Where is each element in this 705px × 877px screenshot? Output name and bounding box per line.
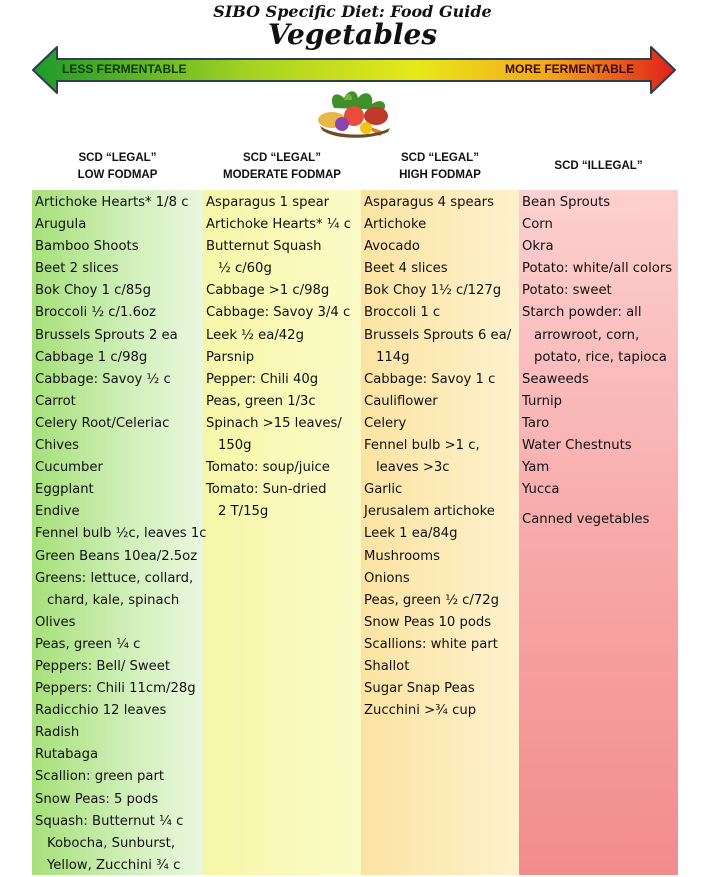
list-item: Tomato: soup/juice [206, 460, 330, 476]
list-item: Scallion: green part [35, 769, 165, 785]
list-item: Scallions: white part [364, 636, 498, 652]
list-item: Cabbage: Savoy 1 c [364, 371, 496, 387]
list-item: Seaweeds [522, 371, 589, 387]
list-item: Tomato: Sun-dried [206, 482, 327, 498]
list-item: Olives [35, 614, 76, 630]
column-heading-line: SCD “LEGAL” [243, 152, 321, 164]
list-item: Parsnip [206, 349, 255, 365]
list-item: Chives [35, 438, 80, 454]
list-item: Jerusalem artichoke [364, 504, 495, 520]
list-item: Radish [35, 725, 80, 741]
list-item: Peas, green 1/3c [206, 393, 316, 409]
list-item: Celery [364, 415, 407, 431]
list-item: Asparagus 4 spears [364, 195, 494, 210]
list-item: Peppers: Chili 11cm/28g [35, 681, 196, 697]
list-item: 150g [218, 438, 252, 454]
list-item: Broccoli 1 c [364, 305, 441, 321]
list-item: Cucumber [35, 460, 103, 476]
list-item: 114g [376, 349, 410, 365]
list-item: Avocado [364, 239, 420, 255]
list-item: Brussels Sprouts 6 ea/ [364, 327, 512, 343]
list-item: potato, rice, tapioca [534, 349, 667, 365]
list-item: Snow Peas 10 pods [364, 614, 492, 630]
list-item: Yucca [522, 482, 560, 498]
moderate-fodmap-list [206, 192, 351, 523]
list-item: Artichoke [364, 217, 427, 233]
column-heading-moderate-fodmap [203, 150, 361, 184]
illegal-list [522, 192, 672, 531]
column-heading-line: HIGH FODMAP [399, 169, 481, 181]
list-item: Cabbage: Savoy ½ c [35, 371, 171, 387]
list-item: Fennel bulb >1 c, [364, 438, 480, 454]
less-fermentable-label: LESS FERMENTABLE [62, 62, 187, 76]
list-item: Brussels Sprouts 2 ea [35, 327, 178, 343]
list-item: Beet 4 slices [364, 261, 448, 277]
column-heading-line: SCD “LEGAL” [78, 152, 157, 164]
list-item: Fennel bulb ½c, leaves 1c [35, 526, 207, 542]
list-item: Butternut Squash [206, 239, 322, 255]
low-fodmap-list [35, 192, 207, 877]
column-heading-line: LOW FODMAP [77, 169, 158, 181]
more-fermentable-label: MORE FERMENTABLE [505, 62, 635, 76]
list-item: Broccoli ½ c/1.6oz [35, 305, 156, 321]
list-item: Canned vegetables [522, 512, 650, 528]
list-item: ½ c/60g [218, 261, 272, 277]
high-fodmap-list [364, 192, 511, 722]
page-title: Vegetables [267, 18, 438, 51]
column-heading-low-fodmap [32, 150, 203, 184]
list-item: Yellow, Zucchini ¾ c [47, 857, 181, 873]
column-heading-line: SCD “LEGAL” [401, 152, 479, 164]
list-item: Bamboo Shoots [35, 239, 139, 255]
list-item: Corn [522, 217, 553, 233]
list-item: arrowroot, corn, [534, 327, 640, 343]
list-item: Eggplant [35, 482, 94, 498]
list-item: Greens: lettuce, collard, [35, 570, 194, 586]
list-item: Cabbage: Savoy 3/4 c [206, 305, 351, 321]
column-heading-line: MODERATE FODMAP [223, 169, 341, 181]
list-item: Peas, green ½ c/72g [364, 592, 500, 608]
list-item: Shallot [364, 658, 410, 674]
list-item: Sugar Snap Peas [364, 681, 475, 697]
list-item: Starch powder: all [522, 305, 642, 321]
list-item: Potato: sweet [522, 283, 612, 299]
list-item: Endive [35, 504, 80, 520]
list-item: Onions [364, 570, 410, 586]
list-item: Pepper: Chili 40g [206, 371, 319, 387]
list-item: Asparagus 1 spear [206, 195, 330, 210]
list-item: Leek 1 ea/84g [364, 526, 458, 542]
column-heading-illegal [519, 158, 678, 175]
list-item: Beet 2 slices [35, 261, 119, 277]
list-item: Cauliflower [364, 393, 438, 409]
page-subtitle: SIBO Specific Diet: Food Guide [213, 2, 492, 21]
list-item: Spinach >15 leaves/ [206, 415, 342, 431]
list-item: Kobocha, Sunburst, [47, 835, 176, 851]
list-item: Bok Choy 1 c/85g [35, 283, 152, 299]
list-item: Water Chestnuts [522, 438, 632, 454]
list-item: Green Beans 10ea/2.5oz [35, 548, 198, 564]
list-item: Mushrooms [364, 548, 440, 564]
column-heading-high-fodmap [361, 150, 519, 184]
list-item: Turnip [522, 393, 562, 409]
list-item: chard, kale, spinach [47, 592, 180, 608]
list-item: Snow Peas: 5 pods [35, 791, 159, 807]
list-item: Zucchini >¾ cup [364, 703, 477, 719]
list-item: Okra [522, 239, 554, 255]
list-item: Squash: Butternut ¼ c [35, 813, 184, 829]
list-item: Celery Root/Celeriac [35, 415, 170, 431]
list-item: leaves >3c [376, 460, 450, 476]
list-item: Cabbage >1 c/98g [206, 283, 330, 299]
list-item: Carrot [35, 393, 76, 409]
list-item: Radicchio 12 leaves [35, 703, 167, 719]
list-item: 2 T/15g [218, 504, 269, 520]
list-item: Taro [522, 415, 550, 431]
list-item: Cabbage 1 c/98g [35, 349, 148, 365]
vegetables-basket-icon [314, 86, 396, 140]
list-item: Arugula [35, 217, 87, 233]
list-item: Rutabaga [35, 747, 99, 763]
list-item: Bok Choy 1½ c/127g [364, 283, 502, 299]
list-item: Artichoke Hearts* ¼ c [206, 217, 352, 233]
list-item: Leek ½ ea/42g [206, 327, 304, 343]
list-item: Artichoke Hearts* 1/8 c [35, 195, 189, 210]
list-item: Bean Sprouts [522, 195, 611, 210]
column-heading-line: SCD “ILLEGAL” [554, 160, 643, 172]
list-item: Peas, green ¼ c [35, 636, 141, 652]
list-item: Potato: white/all colors [522, 261, 673, 277]
list-item: Peppers: Bell/ Sweet [35, 658, 171, 674]
list-item: Garlic [364, 482, 403, 498]
list-item: Yam [522, 460, 550, 476]
